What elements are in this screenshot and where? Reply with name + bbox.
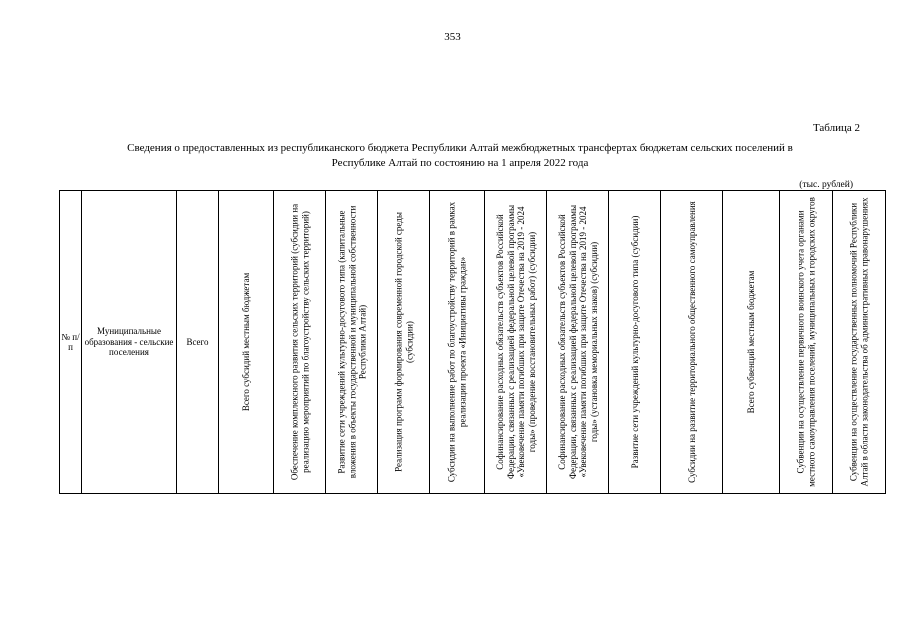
col-header-culture-capital-text: Развитие сети учреждений культурно-досугового типа (капитальные вложения в объекты государственной и муниципальной собственности Республики Алтай) — [335, 205, 367, 479]
document-title — [55, 141, 865, 171]
title-line-1: Сведения о предоставленных из республиканского бюджета Республики Алтай межбюджетных трансфертах бюджетам сельских поселений в — [127, 142, 793, 154]
page-number: 353 — [444, 31, 461, 43]
transfers-table — [59, 190, 886, 494]
col-header-military-registration-text: Субвенции на осуществление первичного воинского учета органами местного самоуправления поселений, муниципальных и городских округов — [795, 197, 816, 487]
col-header-subsidies-total — [219, 191, 274, 494]
col-header-administrative-offenses — [833, 191, 886, 494]
col-header-culture-subsidies — [609, 191, 661, 494]
col-header-rural-development-text: Обеспечение комплексного развития сельских территорий (субсидии на реализацию мероприятий по благоустройству сельских территорий) — [289, 203, 310, 481]
col-header-total: Всего — [177, 191, 219, 494]
col-header-culture-capital — [326, 191, 378, 494]
col-header-rural-development — [274, 191, 326, 494]
col-header-urban-environment — [378, 191, 430, 494]
col-header-municipality: Муниципальные образования - сельские поселения — [82, 191, 177, 494]
col-header-citizens-initiative-text: Субсидии на выполнение работ по благоустройству территорий в рамках реализации проекта «Инициативы граждан» — [446, 201, 467, 483]
col-header-self-government-text: Субсидии на развитие территориального общественного самоуправления — [686, 201, 697, 483]
title-line-2: Республике Алтай по состоянию на 1 апреля 2022 года — [331, 157, 589, 169]
col-header-citizens-initiative — [430, 191, 485, 494]
col-header-memorial-signs-text: Софинансирование расходных обязательств субъектов Российской Федерации, связанных с реализацией федеральной целевой программы «Увековечение памяти погибших при защите Отечества на 2019 - 2024 годы» (установка мемориальных знаков) (субсидии) — [556, 204, 598, 480]
col-header-administrative-offenses-text: Субвенции на осуществление государственных полномочий Республики Алтай в области законодательства об административных правонарушениях — [848, 197, 869, 487]
units-label: (тыс. рублей) — [799, 180, 853, 190]
col-header-memorial-restoration-text: Софинансирование расходных обязательств субъектов Российской Федерации, связанных с реализацией федеральной целевой программы «Увековечение памяти погибших при защите Отечества на 2019 - 2024 годы» (проведение восстановительных работ) (субсидии) — [494, 204, 536, 480]
col-header-memorial-restoration — [485, 191, 547, 494]
col-header-subventions-total-text: Всего субвенций местным бюджетам — [745, 270, 756, 414]
header-row — [60, 191, 886, 494]
col-header-subventions-total — [723, 191, 780, 494]
col-header-memorial-signs — [547, 191, 609, 494]
col-header-culture-subsidies-text: Развитие сети учреждений культурно-досугового типа (субсидии) — [629, 215, 640, 469]
col-header-subsidies-total-text: Всего субсидий местным бюджетам — [240, 272, 251, 412]
col-header-military-registration — [780, 191, 833, 494]
col-header-num: № п/п — [60, 191, 82, 494]
table-label: Таблица 2 — [812, 122, 860, 134]
col-header-urban-environment-text: Реализация программ формирования современной городской среды (субсидии) — [393, 212, 414, 472]
col-header-self-government — [661, 191, 723, 494]
